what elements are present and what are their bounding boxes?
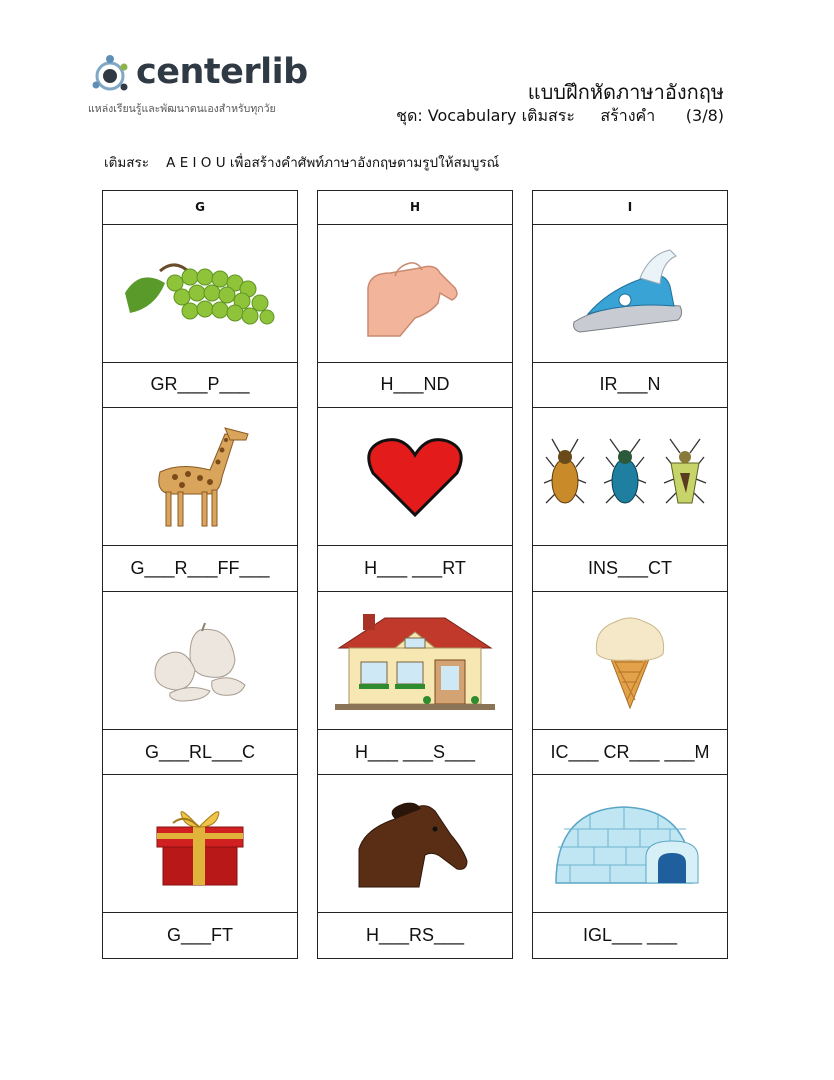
instruction-text: เติมสระ A E I O U เพื่อสร้างคำศัพท์ภาษาอังกฤษตามรูปให้สมบูรณ์ [104, 155, 500, 171]
word-blank: GR___P___ [103, 363, 297, 409]
picture-cell [533, 408, 727, 546]
column-g [102, 190, 298, 959]
worksheet-title: แบบฝึกหัดภาษาอังกฤษ [527, 80, 724, 104]
word-blank: INS___CT [533, 546, 727, 592]
word-blank: G___R___FF___ [103, 546, 297, 592]
picture-cell [318, 775, 512, 913]
word-blank: IC___ CR___ ___M [533, 730, 727, 776]
brand-name: centerlib [136, 52, 308, 92]
column-letter: I [533, 191, 727, 225]
picture-cell [318, 225, 512, 363]
hand-icon [360, 248, 470, 338]
picture-cell [318, 408, 512, 546]
word-blank: G___RL___C [103, 730, 297, 776]
word-blank: H___ND [318, 363, 512, 409]
page-indicator: (3/8) [685, 106, 724, 125]
iron-icon [570, 248, 690, 338]
subtitle-middle: สร้างคำ [600, 106, 656, 125]
word-blank: IGL___ ___ [582, 925, 678, 946]
ice-cream-icon [585, 610, 675, 710]
picture-cell [533, 592, 727, 730]
heart-icon [365, 437, 465, 517]
column-i [532, 190, 728, 959]
subtitle-prefix: ชุด: Vocabulary เติมสระ [396, 106, 575, 125]
brand-tagline: แหล่งเรียนรู้และพัฒนาตนเองสำหรับทุกวัย [88, 103, 276, 115]
insects-icon [540, 437, 720, 517]
house-icon [335, 610, 495, 710]
horse-icon [355, 799, 475, 889]
picture-cell [103, 592, 297, 730]
picture-cell [318, 592, 512, 730]
column-letter: G [103, 191, 297, 225]
giraffe-icon [140, 422, 260, 532]
column-h [317, 190, 513, 959]
garlic-icon [140, 615, 260, 705]
word-blank: G___FT [166, 925, 234, 946]
centerlib-logo [86, 50, 326, 120]
molecule-icon [86, 52, 134, 100]
picture-cell [533, 225, 727, 363]
picture-cell [103, 408, 297, 546]
gift-icon [145, 799, 255, 889]
picture-cell [533, 775, 727, 913]
picture-cell [103, 225, 297, 363]
word-blank: H___ ___S___ [318, 730, 512, 776]
grapes-icon [120, 253, 280, 333]
picture-cell [103, 775, 297, 913]
worksheet-subtitle [396, 104, 724, 129]
igloo-icon [550, 799, 710, 889]
word-blank: H___ ___RT [318, 546, 512, 592]
word-blank: IR___N [533, 363, 727, 409]
word-blank: H___RS___ [365, 925, 465, 946]
column-letter: H [318, 191, 512, 225]
